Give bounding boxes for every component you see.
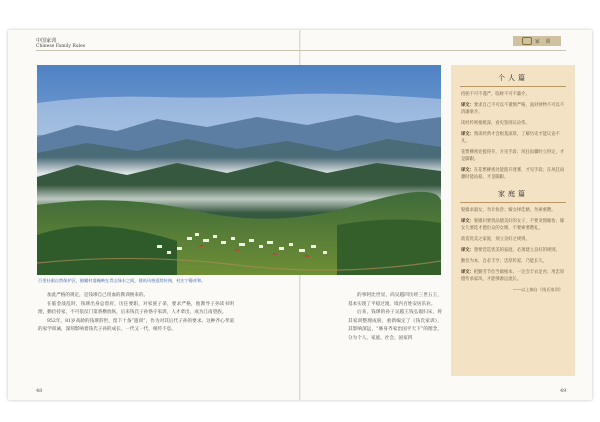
- landscape-photo: [37, 65, 441, 275]
- photo-caption: 百里杜鹃自然保护区，俯瞰村落掩映在青山绿水之间，建筑风格延续传统，村庄宁静祥和。: [38, 278, 206, 283]
- body-paragraph: 在临金战乱时，钱璆出身总督府，历任要职，对家族子弟，要求严格，他教导子孙读书明理，勤俭持家，不可依仗门第骄横放纵，后来钱氏子孙恪守家训，人才辈出，成为江南望族。: [38, 301, 234, 316]
- book-spread: [8, 30, 592, 400]
- section-title-personal: 个人篇: [498, 74, 528, 82]
- rule-text: 持躬不可不谨严，临财不可不廉介。: [461, 92, 530, 97]
- rule-text: 欲造优美之家庭，须立良好之规则。: [461, 237, 530, 242]
- body-paragraph: 加此严格的规定，是钱璆自己用血的教训换来的。: [47, 293, 149, 298]
- header-tab-label: 家 训: [534, 38, 553, 45]
- page-number-left: 48: [36, 388, 43, 394]
- rule-translation: 译文：熟读经典才会根基深厚，了解历史才能议论不凡。: [461, 132, 560, 144]
- section-rule: [460, 86, 566, 87]
- key-ornament-icon: [522, 37, 532, 45]
- rule-text: 娶媳求淑女，勿计妆奁；嫁女择佳婿，勿索重聘。: [461, 208, 556, 213]
- section-rule: [460, 202, 566, 203]
- running-header-left: [36, 38, 85, 50]
- body-column-1: [38, 292, 234, 335]
- body-column-2: [348, 292, 442, 344]
- header-subtitle: Chinese Family Rules: [36, 44, 86, 49]
- rule-text: 花繁柳密处拨得开，方见手段；风狂雨骤时立得定，才是脚跟。: [461, 150, 565, 162]
- rule-translation: 译文：在花繁柳密处能拨开迷雾，才见手段；在风狂雨骤时能站稳，才是脚跟。: [461, 168, 565, 180]
- body-paragraph: 952年，81岁高龄的钱璆辞世，留下十条“遗训”，作为对其后代子孙的要求。这种齐心孝道的家学训诫，深刻影响着钱氏子孙的成长，一代又一代，相传不息。: [38, 318, 234, 333]
- running-header-right: [513, 36, 561, 46]
- rule-translation: 译文：把勤劳节俭当做根本，一定会丰衣足食；用忠厚德传承家风，才能够源远流长。: [461, 270, 565, 282]
- rule-translation: 译文：要求自己不可以不谨慎严格，面对财物不可以不清廉耿介。: [461, 103, 565, 115]
- header-title: 中国家训: [36, 38, 57, 44]
- header-rule: [36, 50, 566, 51]
- source-attribution: ——以上摘自《钱氏家训》: [512, 287, 563, 292]
- rule-text: 读经传则根柢深，看史鉴则议论伟。: [461, 121, 530, 126]
- family-rules-sidebar: [451, 65, 575, 376]
- body-paragraph: 的事阿比世显，尚吴越四历经三世五王，基本实现了平稳过渡，境内百姓安居乐业。: [348, 293, 442, 307]
- section-title-family: 家庭篇: [498, 190, 528, 198]
- body-paragraph: 后来，钱璆的孙子吴越王钱弘俶归宋，将其家训整理成册，重新编定了《钱氏家训》，其影响深远，“修身齐家治国平天下”的理念，分为个人、家庭、社会、国家四: [348, 310, 442, 341]
- rule-translation: 译文：娶媳妇要找品德美好的女子，不要贪图嫁妆；嫁女儿要选才德出众的女婿，不要索要聘礼。: [461, 219, 565, 231]
- rule-text: 勤俭为本，自必丰亨；忠厚传家，乃能长久。: [461, 259, 547, 264]
- page-number-right: 49: [560, 388, 567, 394]
- rule-translation: 译文：想要营造优美的家庭，必须建立良好的规则。: [461, 248, 560, 253]
